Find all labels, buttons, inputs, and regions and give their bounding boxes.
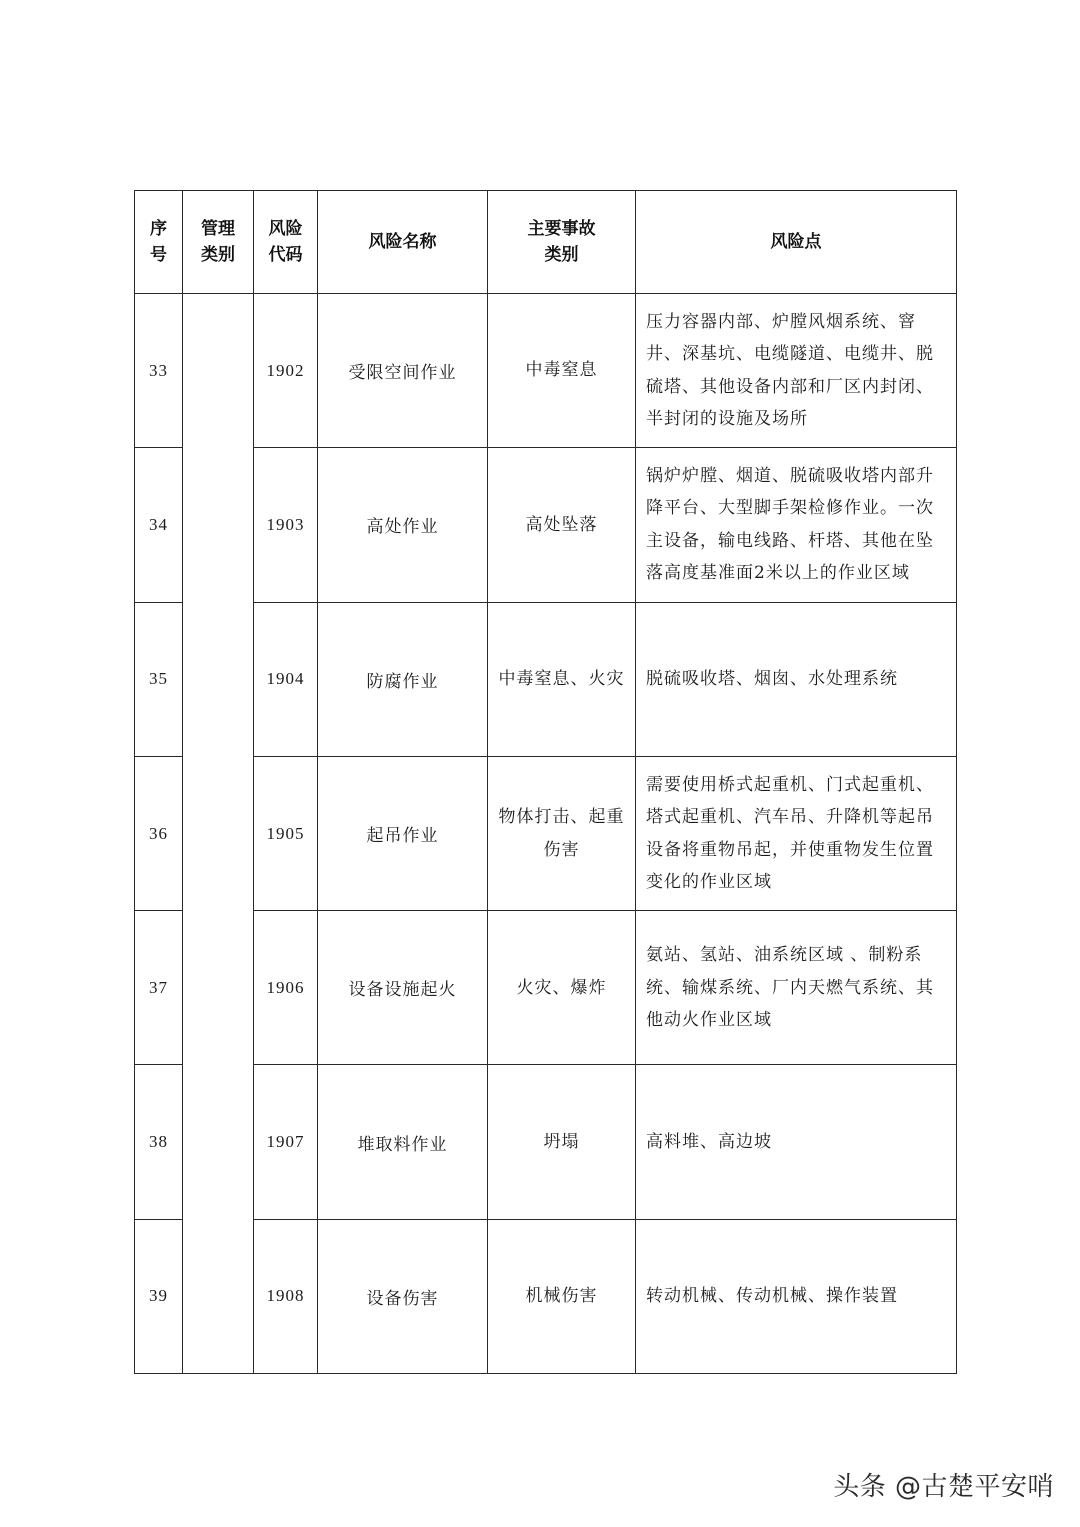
table-row xyxy=(135,756,957,910)
cell-seq: 38 xyxy=(135,1065,183,1219)
cell-management-category xyxy=(183,294,254,1374)
table-row xyxy=(135,602,957,756)
header-risk-code: 风险 代码 xyxy=(254,191,318,294)
cell-risk-name: 起吊作业 xyxy=(318,756,488,910)
risk-table xyxy=(134,190,957,1374)
cell-risk-name: 受限空间作业 xyxy=(318,294,488,448)
cell-risk-code: 1902 xyxy=(254,294,318,448)
cell-accident-type: 机械伤害 xyxy=(488,1219,636,1373)
cell-accident-type: 中毒窒息 xyxy=(488,294,636,448)
header-accident-type: 主要事故 类别 xyxy=(488,191,636,294)
cell-accident-type: 中毒窒息、火灾 xyxy=(488,602,636,756)
table-row xyxy=(135,448,957,602)
table-row xyxy=(135,1219,957,1373)
header-risk-points: 风险点 xyxy=(636,191,957,294)
cell-risk-points: 转动机械、传动机械、操作装置 xyxy=(636,1219,957,1373)
table-row xyxy=(135,294,957,448)
cell-seq: 36 xyxy=(135,756,183,910)
cell-risk-code: 1908 xyxy=(254,1219,318,1373)
cell-risk-name: 设备设施起火 xyxy=(318,911,488,1065)
cell-risk-code: 1904 xyxy=(254,602,318,756)
cell-accident-type: 坍塌 xyxy=(488,1065,636,1219)
cell-risk-name: 堆取料作业 xyxy=(318,1065,488,1219)
cell-seq: 33 xyxy=(135,294,183,448)
header-seq: 序 号 xyxy=(135,191,183,294)
header-management-category: 管理 类别 xyxy=(183,191,254,294)
table-body xyxy=(135,294,957,1374)
cell-risk-points: 压力容器内部、炉膛风烟系统、窨井、深基坑、电缆隧道、电缆井、脱硫塔、其他设备内部和厂区内封闭、半封闭的设施及场所 xyxy=(636,294,957,448)
cell-accident-type: 高处坠落 xyxy=(488,448,636,602)
cell-risk-name: 高处作业 xyxy=(318,448,488,602)
cell-risk-name: 防腐作业 xyxy=(318,602,488,756)
header-risk-name: 风险名称 xyxy=(318,191,488,294)
cell-accident-type: 物体打击、起重伤害 xyxy=(488,756,636,910)
table-row xyxy=(135,911,957,1065)
watermark: 头条 @古楚平安哨 xyxy=(833,1472,1054,1502)
table-header xyxy=(135,191,957,294)
cell-seq: 37 xyxy=(135,911,183,1065)
cell-accident-type: 火灾、爆炸 xyxy=(488,911,636,1065)
cell-risk-code: 1903 xyxy=(254,448,318,602)
cell-risk-points: 锅炉炉膛、烟道、脱硫吸收塔内部升降平台、大型脚手架检修作业。一次主设备，输电线路、杆塔、其他在坠落高度基准面2米以上的作业区域 xyxy=(636,448,957,602)
cell-risk-name: 设备伤害 xyxy=(318,1219,488,1373)
cell-risk-points: 高料堆、高边坡 xyxy=(636,1065,957,1219)
cell-risk-code: 1905 xyxy=(254,756,318,910)
cell-risk-code: 1906 xyxy=(254,911,318,1065)
cell-seq: 35 xyxy=(135,602,183,756)
cell-seq: 39 xyxy=(135,1219,183,1373)
cell-risk-points: 脱硫吸收塔、烟囱、水处理系统 xyxy=(636,602,957,756)
cell-risk-code: 1907 xyxy=(254,1065,318,1219)
cell-risk-points: 需要使用桥式起重机、门式起重机、塔式起重机、汽车吊、升降机等起吊设备将重物吊起，并使重物发生位置变化的作业区域 xyxy=(636,756,957,910)
cell-risk-points: 氨站、氢站、油系统区域 、制粉系统、输煤系统、厂内天燃气系统、其他动火作业区域 xyxy=(636,911,957,1065)
cell-seq: 34 xyxy=(135,448,183,602)
table-row xyxy=(135,1065,957,1219)
